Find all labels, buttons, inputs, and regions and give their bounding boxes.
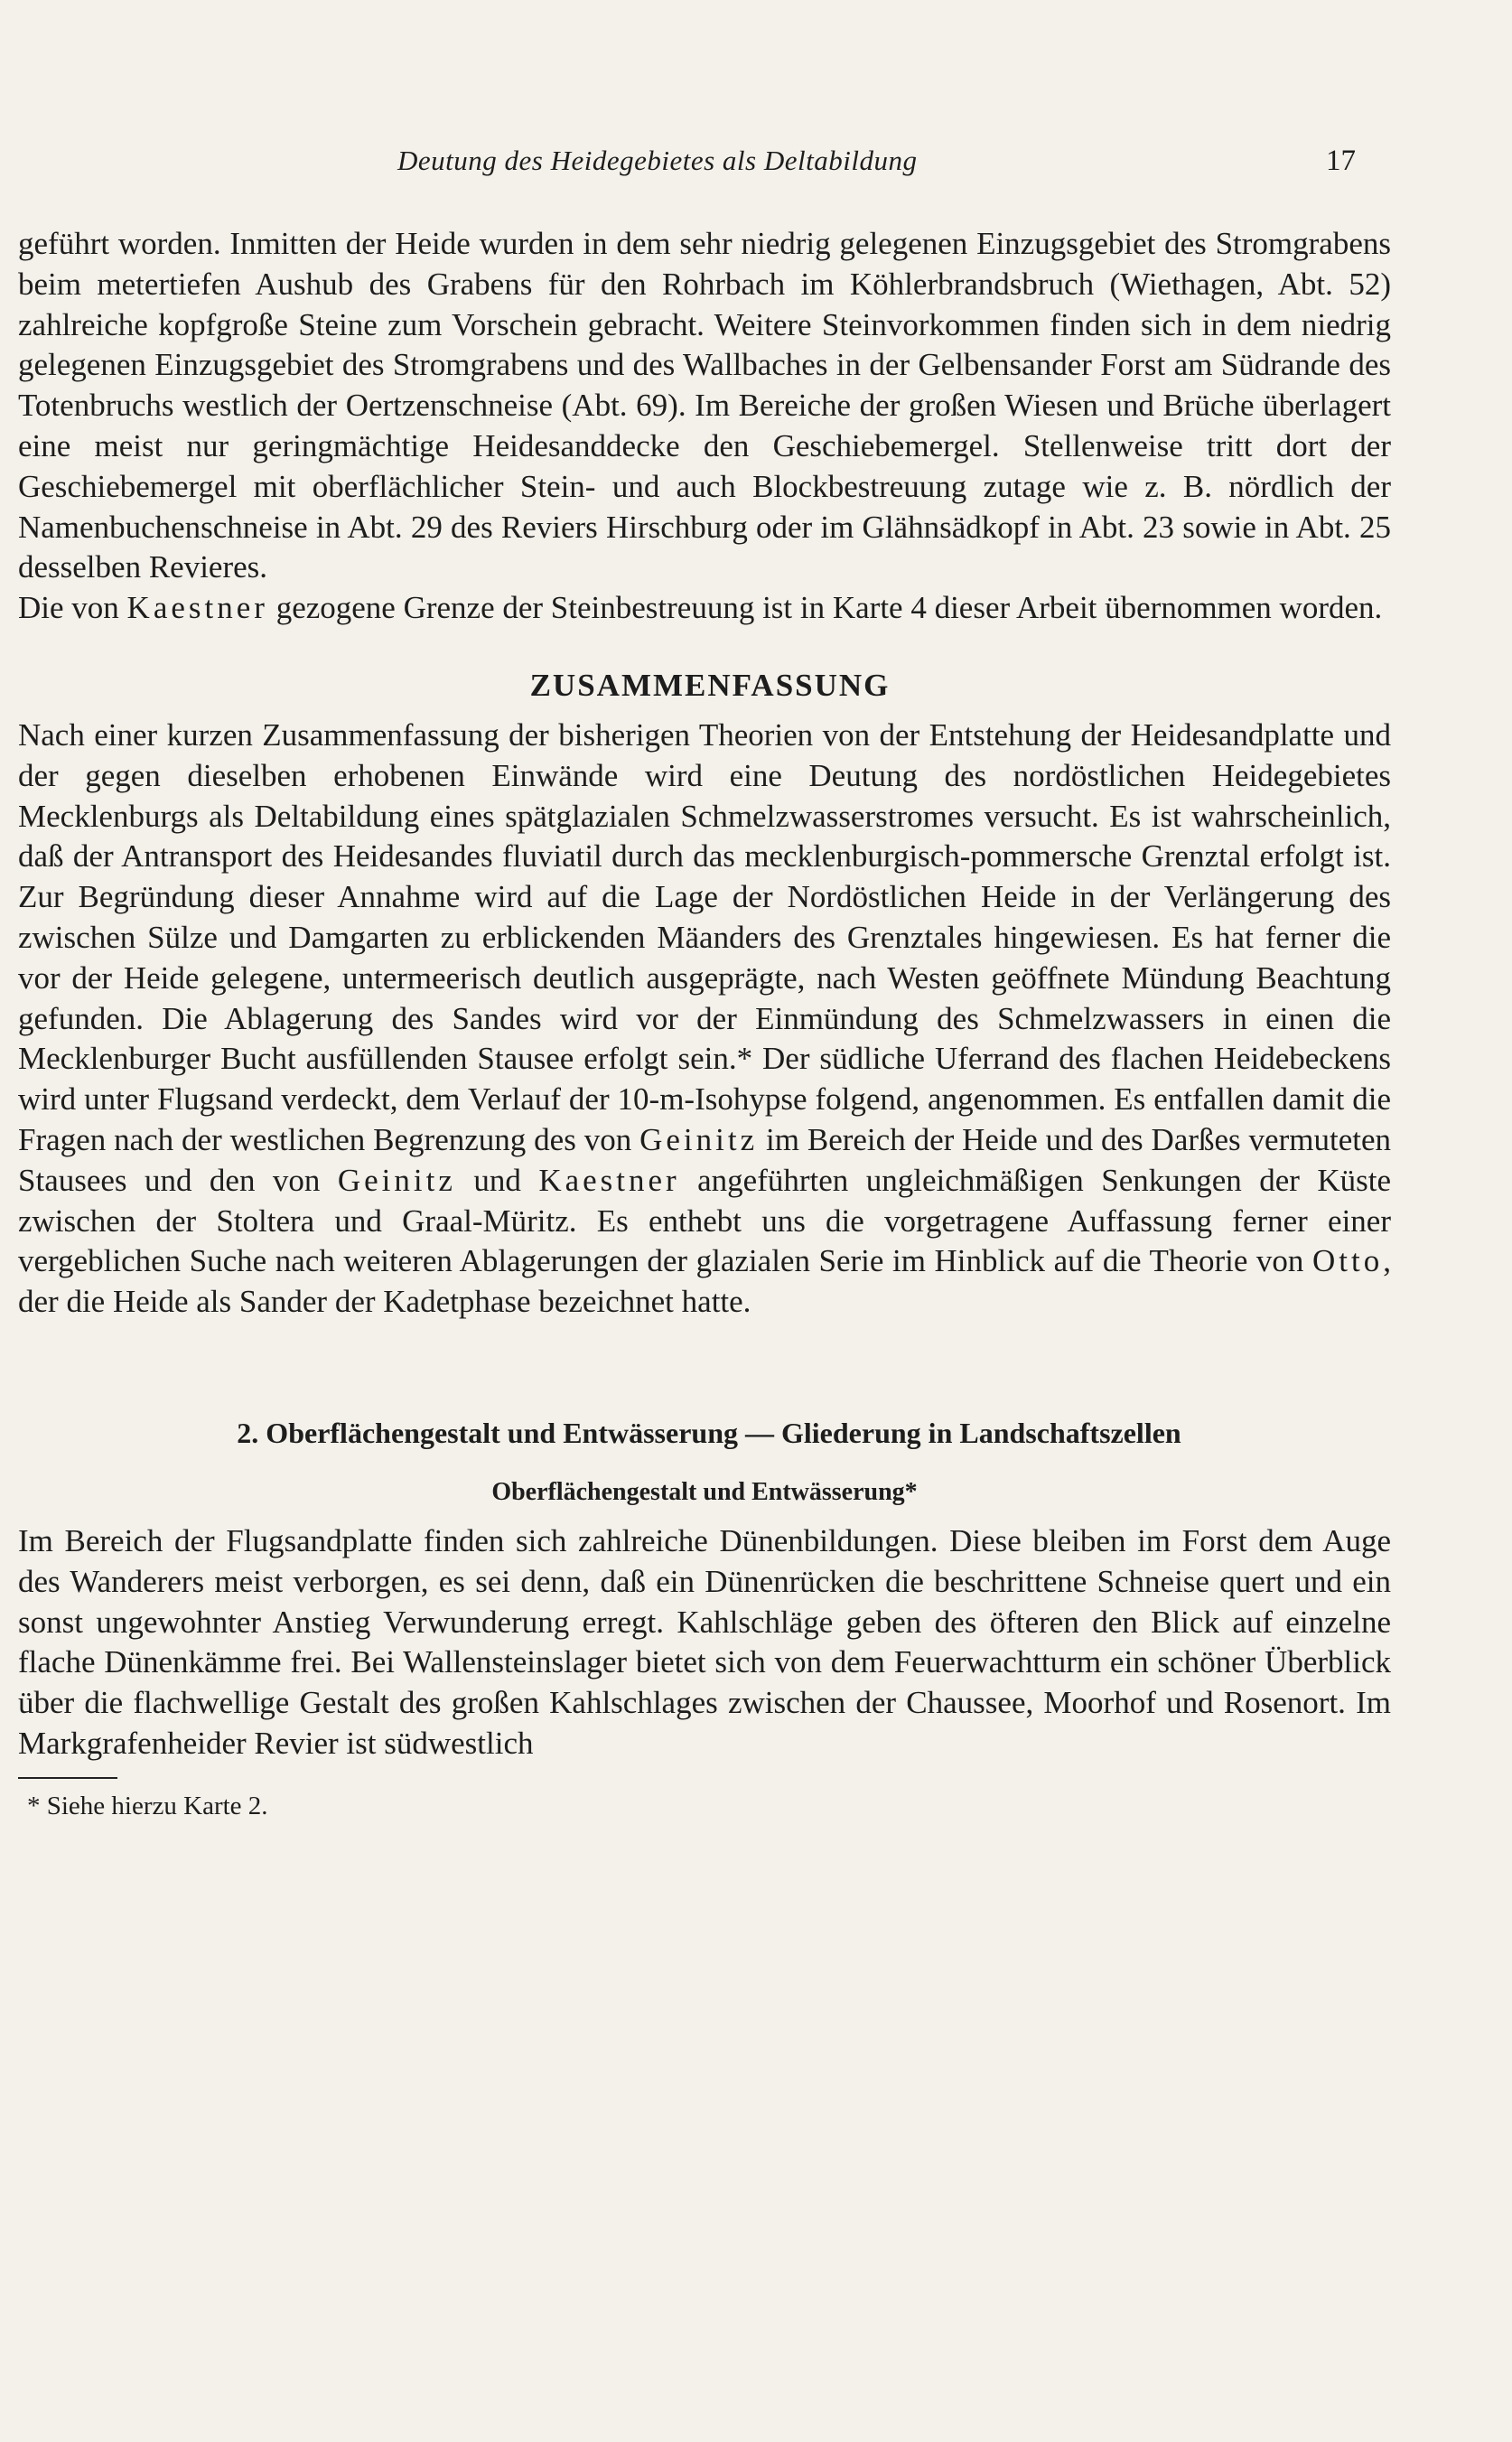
author-name-kaestner-2: Kaestner [538,1162,680,1198]
running-title: Deutung des Heidegebietes als Deltabildung [397,145,918,176]
summary-part-2: im Bereich der Heide und des Darßes vermuteten Stausees und den von [18,1121,1391,1198]
paragraph-2-before: Die von [18,590,127,626]
author-name-kaestner: Kaestner [126,590,268,626]
section-heading: 2. Oberflächengestalt und Entwässerung — Gliederung in Landschaftszellen [237,1416,1181,1449]
paragraph-2-after: gezogene Grenze der Steinbestreuung ist in Karte 4 dieser Arbeit übernommen worden. [267,590,1383,626]
summary-part-1: Nach einer kurzen Zusammenfassung der bisherigen Theorien von der Entstehung der Heidesandplatte und der gegen dieselben erhobenen Einwände wird eine Deutung des nordöstlichen Heidegebietes Mecklenburgs als Deltabildung eines spätglazialen Schmelzwasserstromes versucht. Es ist wahrscheinlich, daß der Antransport des Heidesandes fluviatil durch das mecklenburgisch-pommersche Grenztal erfolgt ist. Zur Begründung dieser Annahme wird auf die Lage der Nordöstlichen Heide in der Verlängerung des zwischen Sülze und Damgarten zu erblickenden Mäanders des Grenztales hingewiesen. Es hat ferner die vor der Heide gelegene, untermeerisch deutlich ausgeprägte, nach Westen geöffnete Mündung Beachtung gefunden. Die Ablagerung des Sandes wird vor der Einmündung des Schmelzwassers in einen die Mecklenburger Bucht ausfüllenden Stausee erfolgt sein.* Der südliche Uferrand des flachen Heidebeckens wird unter Flugsand verdeckt, dem Verlauf der 10-m-Isohypse folgend, angenommen. Es entfallen damit die Fragen nach der westlichen Begrenzung des von [18,716,1391,1157]
page-number: 17 [1326,145,1356,177]
summary-part-3: und [455,1162,539,1198]
paragraph-2 [18,588,1391,629]
subsection-heading: Oberflächengestalt und Entwässerung* [491,1477,918,1506]
summary-paragraph [18,716,1391,1323]
footnote: * Siehe hierzu Karte 2. [27,1791,268,1820]
summary-heading: ZUSAMMENFASSUNG [529,667,891,703]
paragraph-1: geführt worden. Inmitten der Heide wurden in dem sehr niedrig gelegenen Einzugsgebiet des Stromgrabens beim metertiefen Aushub des Grabens für den Rohrbach im Köhlerbrandsbruch (Wiethagen, Abt. 52) zahlreiche kopfgroße Steine zum Vorschein gebracht. Weitere Steinvorkommen finden sich in dem niedrig gelegenen Einzugsgebiet des Stromgrabens und des Wallbaches in der Gelbensander Forst am Südrande des Totenbruchs westlich der Oertzenschneise (Abt. 69). Im Bereiche der großen Wiesen und Brüche überlagert eine meist nur geringmächtige Heidesanddecke den Geschiebemergel. Stellenweise tritt dort der Geschiebemergel mit oberflächlicher Stein- und auch Blockbestreuung zutage wie z. B. nördlich der Namenbuchenschneise in Abt. 29 des Reviers Hirschburg oder im Glähnsädkopf in Abt. 23 sowie in Abt. 25 desselben Revieres. [18,226,1391,585]
author-name-otto: Otto [1312,1243,1384,1279]
summary-part-4: angeführten ungleichmäßigen Senkungen der Küste zwischen der Stoltera und Graal-Müritz. Es enthebt uns die vorgetragene Auffassung ferner einer vergeblichen Suche nach weiteren Ablagerungen der glazialen Serie im Hinblick auf die Theorie von [18,1162,1392,1279]
section-2-paragraph: Im Bereich der Flugsandplatte finden sich zahlreiche Dünenbildungen. Diese bleiben im Forst dem Auge des Wanderers meist verborgen, es sei denn, daß ein Dünenrücken die beschrittene Schneise quert und ein sonst ungewohnter Anstieg Verwunderung erregt. Kahlschläge geben des öfteren den Blick auf einzelne flache Dünenkämme frei. Bei Wallensteinslager bietet sich von dem Feuerwachtturm ein schöner Überblick über die flachwellige Gestalt des großen Kahlschlages zwischen der Chaussee, Moorhof und Rosenort. Im Markgrafenheider Revier ist südwestlich [18,1522,1391,1761]
author-name-geinitz-2: Geinitz [337,1162,456,1198]
footnote-divider [18,1777,117,1779]
running-header [0,145,1512,181]
summary-part-5: , der die Heide als Sander der Kadetphase bezeichnet hatte. [18,1243,1391,1320]
page-body [18,224,1391,1824]
author-name-geinitz-1: Geinitz [639,1121,759,1157]
